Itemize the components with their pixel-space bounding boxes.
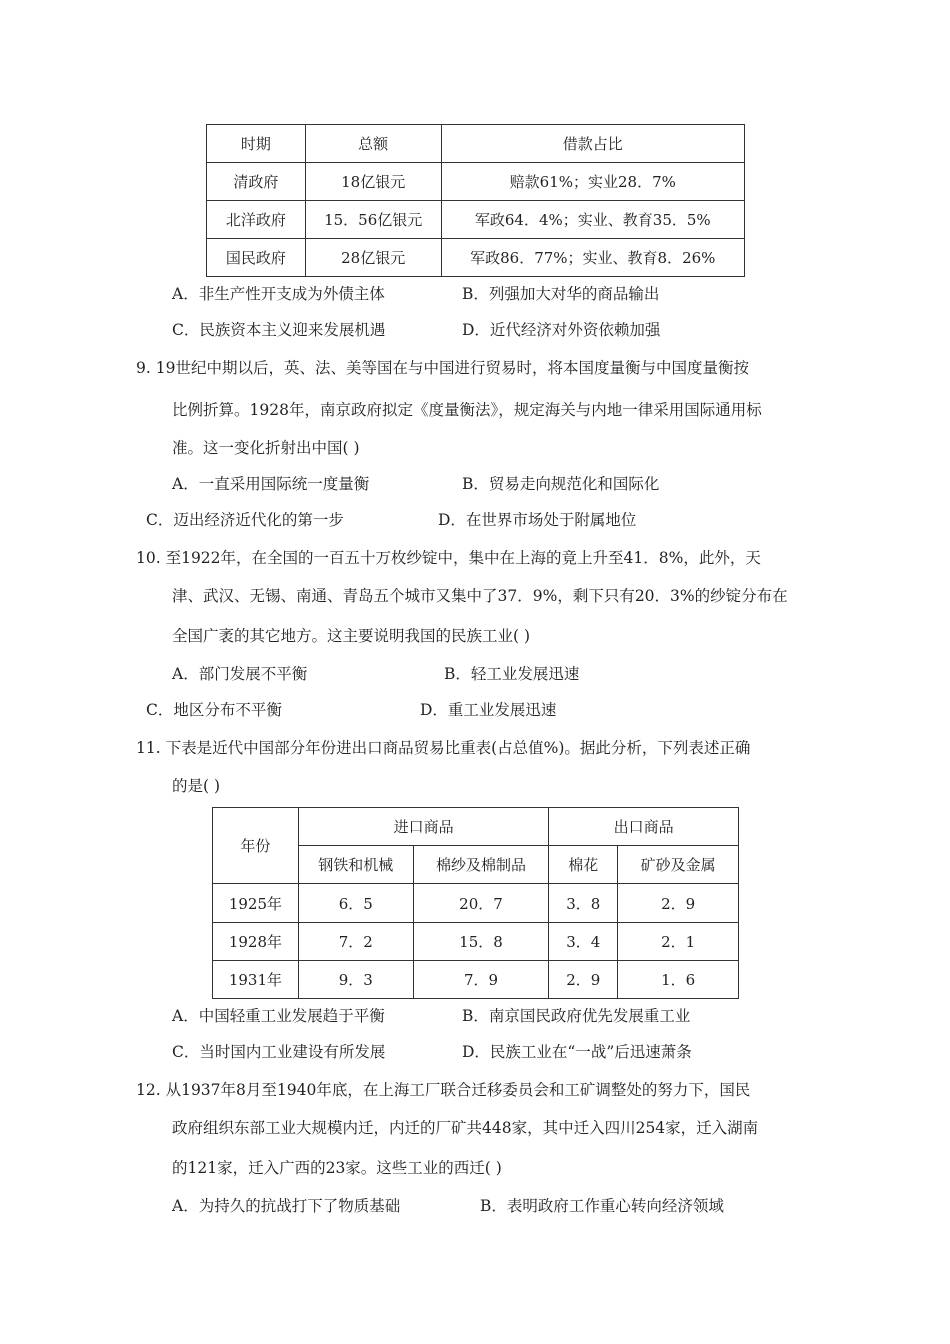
q9-option-d[interactable]: D．在世界市场处于附属地位 — [438, 511, 637, 529]
q11-stem-line2: 的是( ) — [172, 777, 221, 795]
table-cell: 28亿银元 — [305, 239, 441, 277]
subheader-cell: 钢铁和机械 — [298, 846, 413, 884]
table-cell: 6．5 — [298, 884, 413, 923]
table-cell: 北洋政府 — [207, 201, 306, 239]
table-cell: 3．8 — [549, 884, 618, 923]
table-row — [207, 163, 745, 201]
table-header-row — [207, 125, 745, 163]
header-cell: 借款占比 — [441, 125, 744, 163]
q10-stem-line1: 10. 至1922年，在全国的一百五十万枚纱锭中，集中在上海的竟上升至41．8%，此外，天 — [136, 549, 761, 567]
table-cell: 15．56亿银元 — [305, 201, 441, 239]
q8-option-a[interactable]: A．非生产性开支成为外债主体 — [172, 285, 385, 303]
table-cell: 2．9 — [618, 884, 739, 923]
q11-option-c[interactable]: C．当时国内工业建设有所发展 — [172, 1043, 386, 1061]
table-cell: 1．6 — [618, 961, 739, 999]
q8-option-b[interactable]: B．列强加大对华的商品输出 — [462, 285, 660, 303]
table-cell: 国民政府 — [207, 239, 306, 277]
table-cell: 清政府 — [207, 163, 306, 201]
table-cell: 军政64．4%；实业、教育35．5% — [441, 201, 744, 239]
q10-option-d[interactable]: D．重工业发展迅速 — [420, 701, 557, 719]
q9-stem-line1: 9. 19世纪中期以后，英、法、美等国在与中国进行贸易时，将本国度量衡与中国度量衡按 — [136, 359, 749, 377]
table-cell: 20．7 — [413, 884, 549, 923]
q11-option-d[interactable]: D．民族工业在“一战”后迅速萧条 — [462, 1043, 692, 1061]
trade-table — [212, 807, 739, 999]
table-row — [213, 923, 739, 961]
table-cell: 1925年 — [213, 884, 299, 923]
q9-option-c[interactable]: C．迈出经济近代化的第一步 — [146, 511, 344, 529]
table-row — [207, 239, 745, 277]
q11-stem-line1: 11. 下表是近代中国部分年份进出口商品贸易比重表(占总值%)。据此分析，下列表述正确 — [136, 739, 751, 757]
table-cell: 9．3 — [298, 961, 413, 999]
q8-option-d[interactable]: D．近代经济对外资依赖加强 — [462, 321, 661, 339]
q12-stem-line3: 的121家，迁入广西的23家。这些工业的西迁( ) — [172, 1159, 502, 1177]
q11-option-b[interactable]: B．南京国民政府优先发展重工业 — [462, 1007, 691, 1025]
table-cell: 2．1 — [618, 923, 739, 961]
q10-stem-line2: 津、武汉、无锡、南通、青岛五个城市又集中了37．9%，剩下只有20．3%的纱锭分布在 — [172, 587, 788, 605]
q10-option-c[interactable]: C．地区分布不平衡 — [146, 701, 282, 719]
export-header-cell: 出口商品 — [549, 808, 739, 846]
table-header-row — [213, 808, 739, 846]
q9-stem-line3: 准。这一变化折射出中国( ) — [172, 439, 360, 457]
table-cell: 赔款61%；实业28．7% — [441, 163, 744, 201]
subheader-cell: 棉花 — [549, 846, 618, 884]
q12-stem-line2: 政府组织东部工业大规模内迁，内迁的厂矿共448家，其中迁入四川254家，迁入湖南 — [172, 1119, 759, 1137]
table-row — [213, 961, 739, 999]
table-cell: 2．9 — [549, 961, 618, 999]
q11-option-a[interactable]: A．中国轻重工业发展趋于平衡 — [172, 1007, 385, 1025]
q9-stem-line2: 比例折算。1928年，南京政府拟定《度量衡法》，规定海关与内地一律采用国际通用标 — [172, 401, 762, 419]
q10-option-a[interactable]: A．部门发展不平衡 — [172, 665, 308, 683]
table-cell: 1928年 — [213, 923, 299, 961]
q12-stem-line1: 12. 从1937年8月至1940年底，在上海工厂联合迁移委员会和工矿调整处的努力下，国民 — [136, 1081, 751, 1099]
header-cell: 时期 — [207, 125, 306, 163]
table-cell: 3．4 — [549, 923, 618, 961]
table-cell: 7．9 — [413, 961, 549, 999]
import-header-cell: 进口商品 — [298, 808, 548, 846]
table-row — [207, 201, 745, 239]
q10-option-b[interactable]: B．轻工业发展迅速 — [444, 665, 580, 683]
table-cell: 1931年 — [213, 961, 299, 999]
q12-option-a[interactable]: A．为持久的抗战打下了物质基础 — [172, 1197, 401, 1215]
q10-stem-line3: 全国广袤的其它地方。这主要说明我国的民族工业( ) — [172, 627, 531, 645]
subheader-cell: 矿砂及金属 — [618, 846, 739, 884]
q8-option-c[interactable]: C．民族资本主义迎来发展机遇 — [172, 321, 386, 339]
year-header-cell: 年份 — [213, 808, 299, 884]
q12-option-b[interactable]: B．表明政府工作重心转向经济领域 — [480, 1197, 724, 1215]
loan-table — [206, 124, 745, 277]
subheader-cell: 棉纱及棉制品 — [413, 846, 549, 884]
table-cell: 7．2 — [298, 923, 413, 961]
table-cell: 18亿银元 — [305, 163, 441, 201]
table-row — [213, 884, 739, 923]
header-cell: 总额 — [305, 125, 441, 163]
table-cell: 15．8 — [413, 923, 549, 961]
q9-option-a[interactable]: A．一直采用国际统一度量衡 — [172, 475, 370, 493]
q9-option-b[interactable]: B．贸易走向规范化和国际化 — [462, 475, 660, 493]
table-cell: 军政86．77%；实业、教育8．26% — [441, 239, 744, 277]
